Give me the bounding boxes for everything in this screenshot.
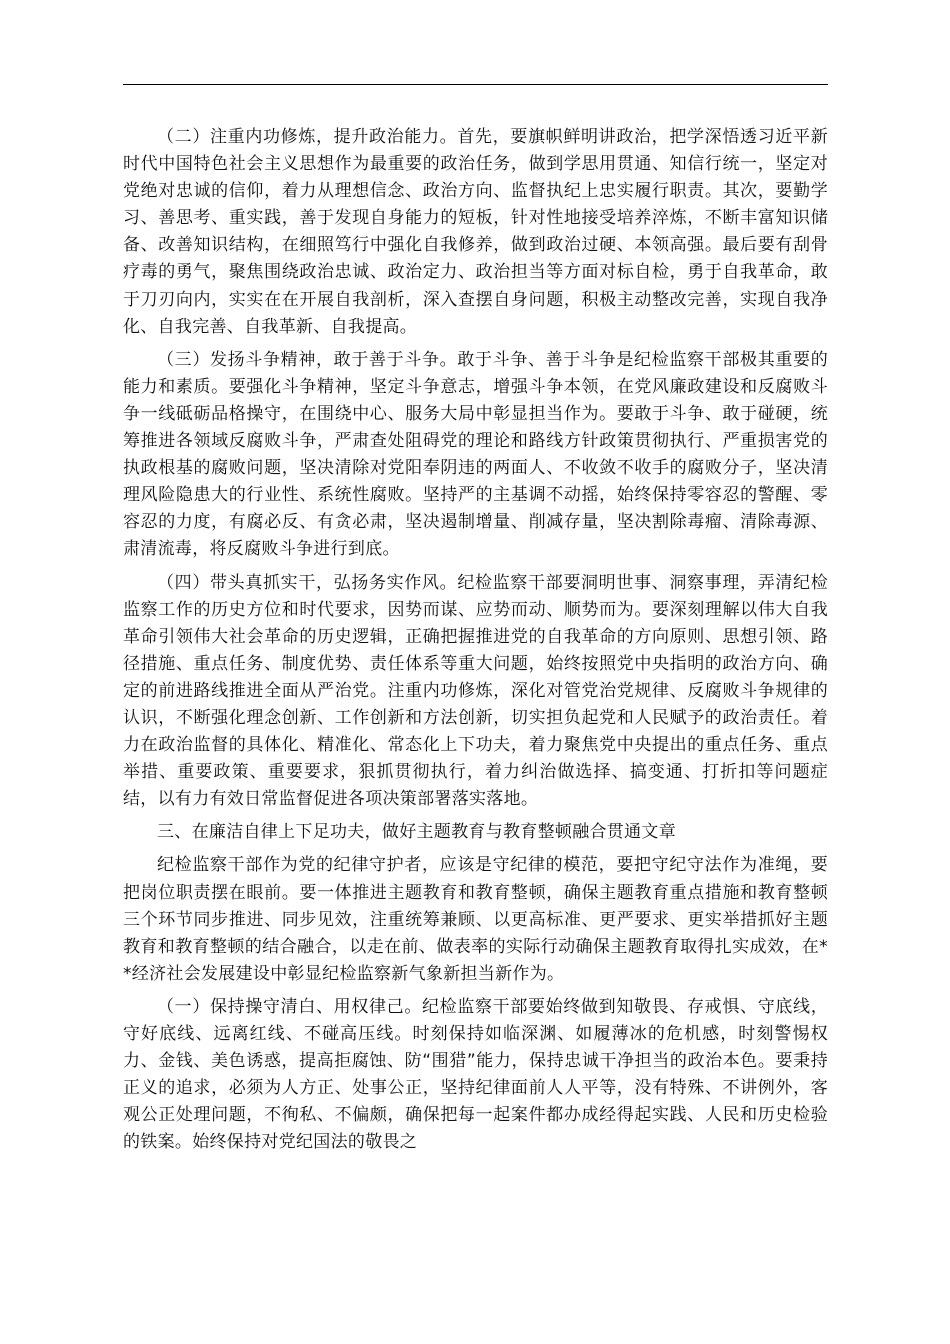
document-body [123, 124, 828, 1162]
section-intro: 纪检监察干部作为党的纪律守护者，应该是守纪律的模范，要把守纪守法作为准绳，要把岗位职责摆在眼前。要一体推进主题教育和教育整顿，确保主题教育重点措施和教育整顿三个环节同步推进、同步见效，注重统筹兼顾、以更高标准、更严要求、更实举措抓好主题教育和教育整顿的结合融合，以走在前、做表率的实际行动确保主题教育取得扎实成效，在**经济社会发展建设中彰显纪检监察新气象新担当新作为。 [123, 855, 828, 984]
paragraph-2: （二）注重内功修炼，提升政治能力。首先，要旗帜鲜明讲政治，把学深悟透习近平新时代中国特色社会主义思想作为最重要的政治任务，做到学思用贯通、知信行统一，坚定对党绝对忠诚的信仰，着力从理想信念、政治方向、监督执纪上忠实履行职责。其次，要勤学习、善思考、重实践，善于发现自身能力的短板，针对性地接受培养淬炼，不断丰富知识储备、改善知识结构，在细照笃行中强化自我修养，做到政治过硬、本领高强。最后要有刮骨疗毒的勇气，聚焦围绕政治忠诚、政治定力、政治担当等方面对标自检，勇于自我革命，敢于刀刃向内，实实在在开展自我剖析，深入查摆自身问题，积极主动整改完善，实现自我净化、自我完善、自我革新、自我提高。 [123, 127, 828, 337]
paragraph-3: （三）发扬斗争精神，敢于善于斗争。敢于斗争、善于斗争是纪检监察干部极其重要的能力和素质。要强化斗争精神，坚定斗争意志，增强斗争本领，在党风廉政建设和反腐败斗争一线砥砺品格操守，在围绕中心、服务大局中彰显担当作为。要敢于斗争、敢于碰硬，统筹推进各领域反腐败斗争，严肃查处阻碍党的理论和路线方针政策贯彻执行、严重损害党的执政根基的腐败问题，坚决清除对党阳奉阴违的两面人、不收敛不收手的腐败分子，坚决清理风险隐患大的行业性、系统性腐败。坚持严的主基调不动摇，始终保持零容忍的警醒、零容忍的力度，有腐必反、有贪必肃，坚决遏制增量、削减存量，坚决割除毒瘤、清除毒源、肃清流毒，将反腐败斗争进行到底。 [123, 349, 828, 560]
header-rule [123, 84, 828, 85]
paragraph-1: （一）保持操守清白、用权律己。纪检监察干部要始终做到知敬畏、存戒惧、守底线，守好底线、远离红线、不碰高压线。时刻保持如临深渊、如履薄冰的危机感，时刻警惕权力、金钱、美色诱惑，提高拒腐蚀、防“围猎”能力，保持忠诚干净担当的政治本色。要秉持正义的追求，必须为人方正、处事公正，坚持纪律面前人人平等，没有特殊、不讲例外，客观公正处理问题，不徇私、不偏颇，确保把每一起案件都办成经得起实践、人民和历史检验的铁案。始终保持对党纪国法的敬畏之 [123, 996, 828, 1153]
section-heading-3: 三、在廉洁自律上下足功夫，做好主题教育与教育整顿融合贯通文章 [157, 822, 676, 843]
paragraph-4: （四）带头真抓实干，弘扬务实作风。纪检监察干部要洞明世事、洞察事理，弄清纪检监察工作的历史方位和时代要求，因势而谋、应势而动、顺势而为。要深刻理解以伟大自我革命引领伟大社会革命的历史逻辑，正确把握推进党的自我革命的方向原则、思想引领、路径措施、重点任务、制度优势、责任体系等重大问题，始终按照党中央指明的政治方向、确定的前进路线推进全面从严治党。注重内功修炼，深化对管党治党规律、反腐败斗争规律的认识，不断强化理念创新、工作创新和方法创新，切实担负起党和人民赋予的政治责任。着力在政治监督的具体化、精准化、常态化上下功夫，着力聚焦党中央提出的重点任务、重点举措、重要政策、重要要求，狠抓贯彻执行，着力纠治做选择、搞变通、打折扣等问题症结，以有力有效日常监督促进各项决策部署落实落地。 [123, 572, 828, 810]
